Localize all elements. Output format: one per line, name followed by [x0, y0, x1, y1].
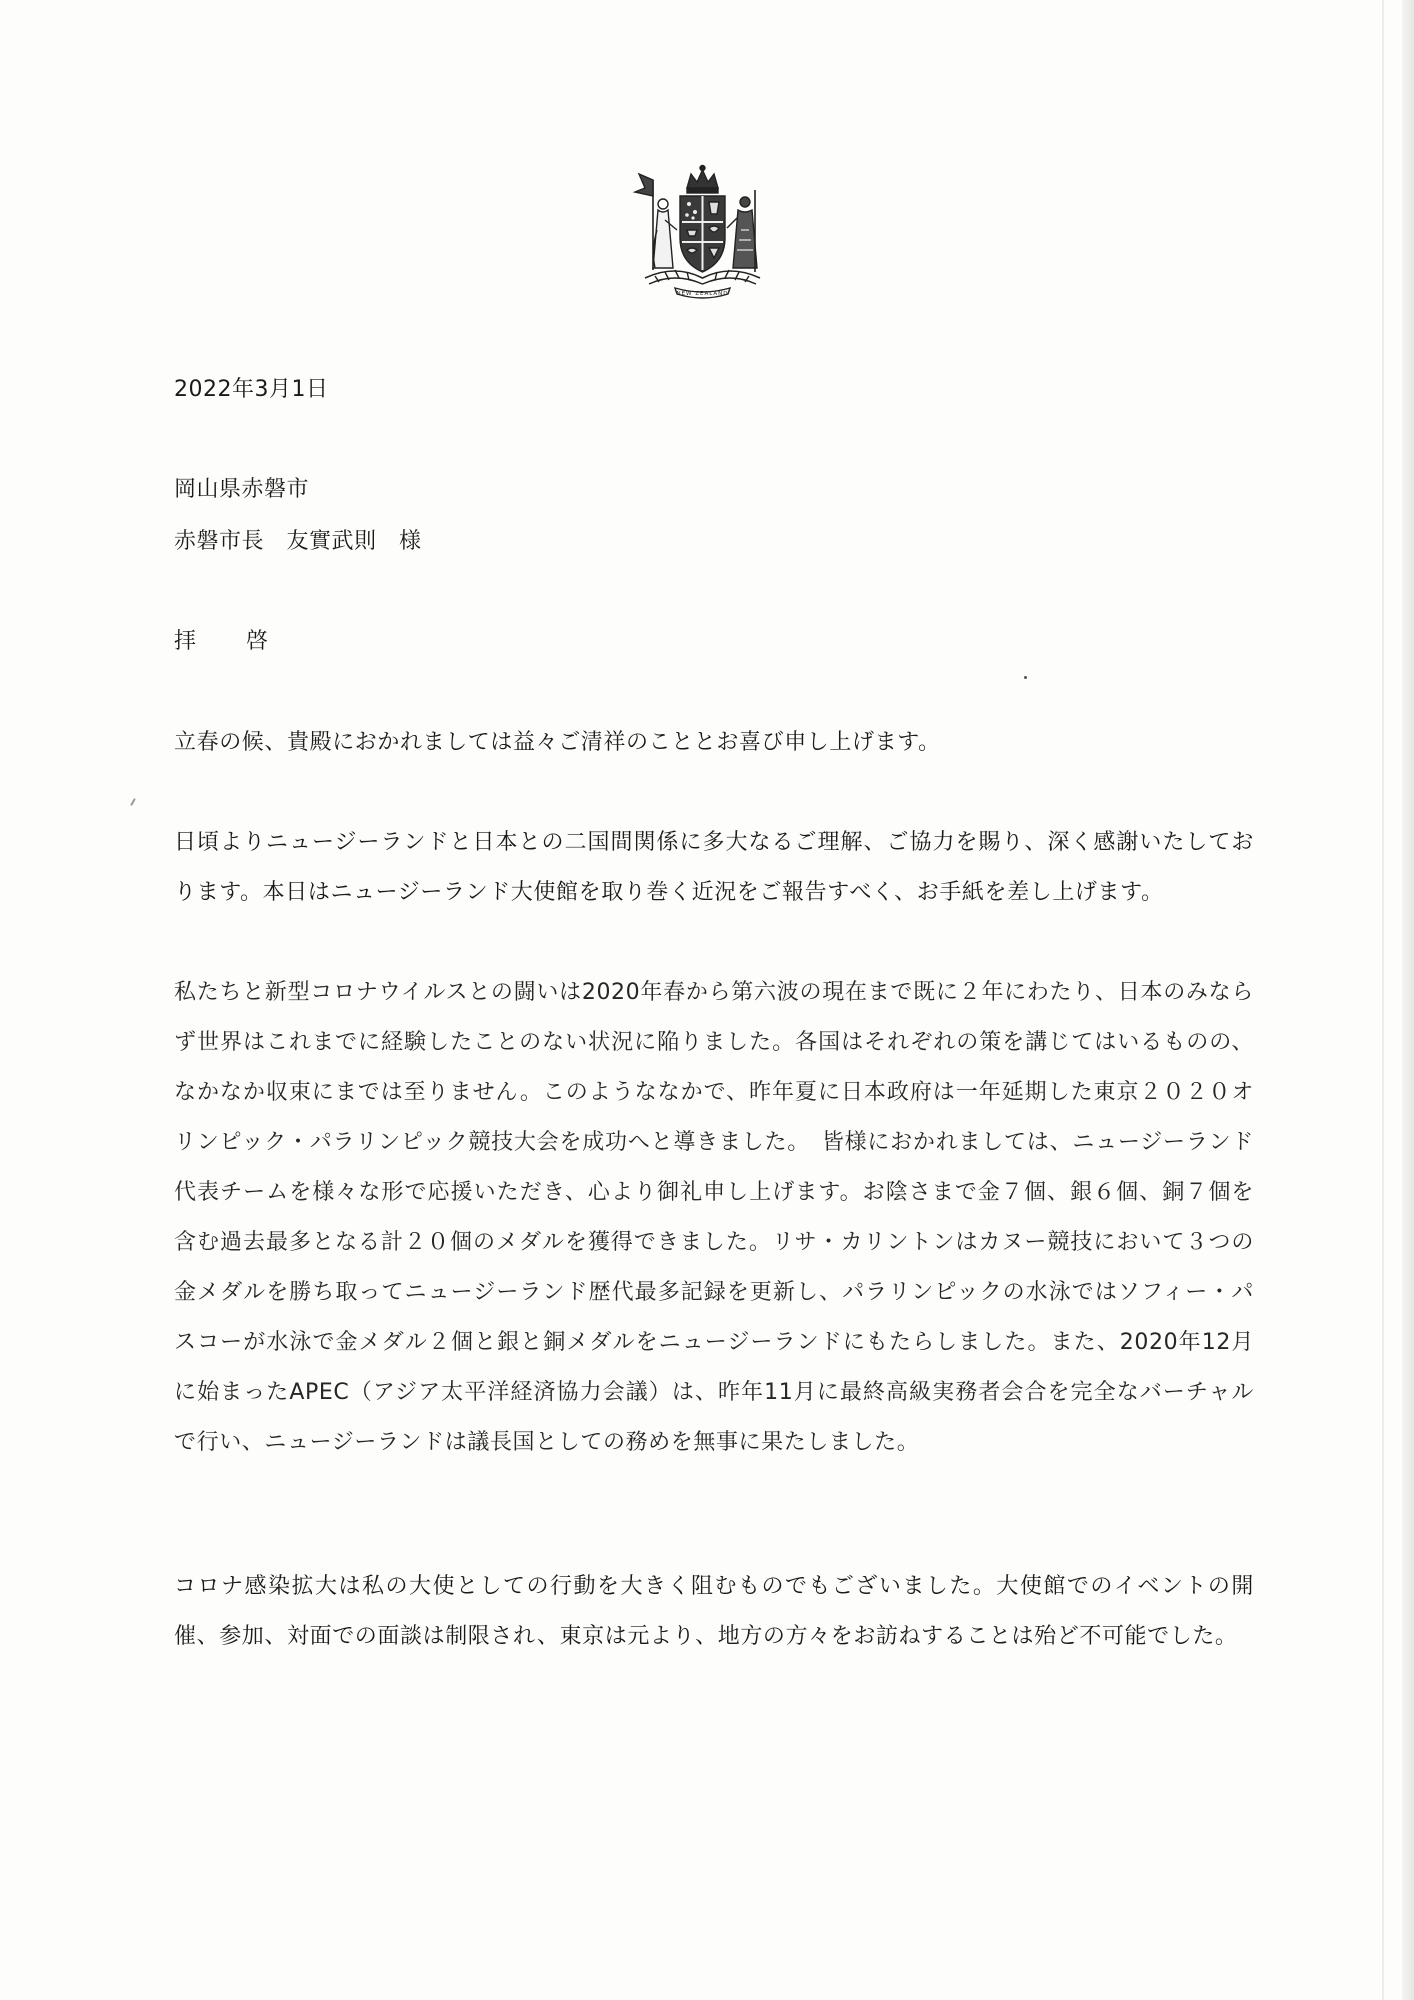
- paragraph-4: コロナ感染拡大は私の大使としての行動を大きく阻むものでもございました。大使館でのイベントの開催、参加、対面での面談は制限され、東京は元より、地方の方々をお訪ねすることは殆ど不可能でした。: [174, 1574, 1254, 1649]
- salutation: 拝 啓: [174, 629, 283, 654]
- paper-mark: [130, 798, 136, 806]
- recipient-name: 赤磐市長 友實武則 様: [174, 529, 422, 554]
- letter-date: 2022年3月1日: [174, 377, 329, 402]
- paragraph-3: 私たちと新型コロナウイルスとの闘いは2020年春から第六波の現在まで既に２年にわたり、日本のみならず世界はこれまでに経験したことのない状況に陥りました。各国はそれぞれの策を講じてはいるものの、なかなか収束にまでは至りません。このようななかで、昨年夏に日本政府は一年延期した東京２０２０オリンピック・パラリンピック競技大会を成功へと導きました。 皆様におかれましては、ニュージーランド代表チームを様々な形で応援いただき、心より御礼申し上げます。お陰さまで金７個、銀６個、銅７個を含む過去最多となる計２０個のメダルを獲得できました。リサ・カリントンはカヌー競技において３つの金メダルを勝ち取ってニュージーランド歴代最多記録を更新し、パラリンピックの水泳ではソフィー・パスコーが水泳で金メダル２個と銀と銅メダルをニュージーランドにもたらしました。また、2020年12月に始まったAPEC（アジア太平洋経済協力会議）は、昨年11月に最終高級実務者会合を完全なバーチャルで行い、ニュージーランドは議長国としての務めを無事に果たしました。: [174, 980, 1254, 1455]
- paper-speck: [1024, 676, 1027, 679]
- paper-edge-line: [1382, 0, 1384, 2000]
- svg-text:NEW ZEALAND: NEW ZEALAND: [676, 291, 729, 297]
- paper-edge-shadow: [1402, 0, 1414, 2000]
- new-zealand-coat-of-arms-icon: [625, 160, 780, 300]
- paragraph-1: 立春の候、貴殿におかれましては益々ご清祥のこととお喜び申し上げます。: [174, 730, 941, 755]
- paragraph-2: 日頃よりニュージーランドと日本との二国間関係に多大なるご理解、ご協力を賜り、深く感謝いたしております。本日はニュージーランド大使館を取り巻く近況をご報告すべく、お手紙を差し上げます。: [174, 830, 1254, 905]
- recipient-location: 岡山県赤磐市: [174, 477, 310, 502]
